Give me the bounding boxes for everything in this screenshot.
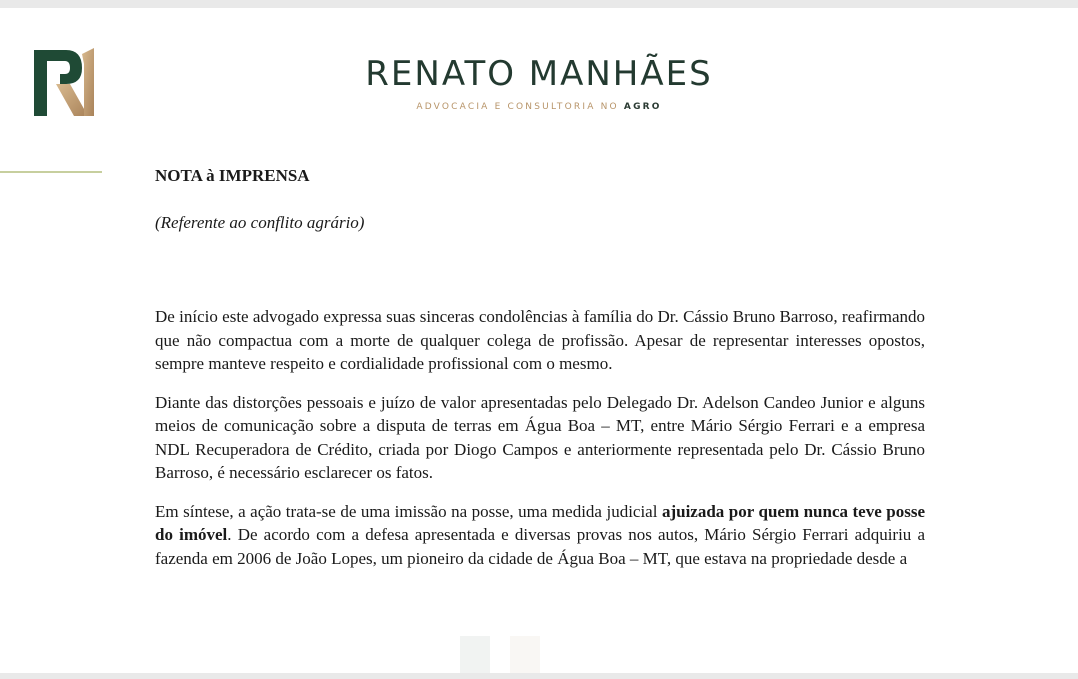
document-subtitle: (Referente ao conflito agrário) (155, 213, 365, 233)
paragraph-3-end: . De acordo com a defesa apresentada e diversas provas nos autos, Mário Sérgio Ferrari adquiriu a fazenda em 2006 de João Lopes, um pioneiro da cidade de Água Boa – MT, que estava na propriedade desde a (155, 525, 926, 568)
paragraph-3 (155, 500, 925, 571)
document-body (155, 165, 925, 570)
margin-rule (0, 171, 102, 173)
brand-tagline (300, 102, 778, 112)
document-page (0, 8, 1078, 673)
tagline-prefix: ADVOCACIA E CONSULTORIA NO (416, 102, 619, 112)
paragraph-1: De início este advogado expressa suas sinceras condolências à família do Dr. Cássio Bruno Barroso, reafirmando que não compactua com a morte de qualquer colega de profissão. Apesar de representar interesses opostos, sempre manteve respeito e cordialidade profissional com o mesmo. (155, 307, 925, 374)
watermark-logo (420, 636, 580, 673)
renato-manhaes-logo (30, 44, 104, 120)
brand-name: RENATO MANHÃES (365, 54, 713, 94)
paragraph-3-start: Em síntese, a ação trata-se de uma imissão na posse, uma medida judicial (155, 501, 662, 521)
paragraph-2: Diante das distorções pessoais e juízo de valor apresentadas pelo Delegado Dr. Adelson Candeo Junior e alguns meios de comunicação sobre a disputa de terras em Água Boa – MT, entre Mário Sérgio Ferrari e a empresa NDL Recuperadora de Crédito, criada por Diogo Campos e anteriormente representada pelo Dr. Cássio Bruno Barroso, é necessário esclarecer os fatos. (155, 392, 925, 483)
tagline-strong: AGRO (623, 102, 662, 112)
document-title: NOTA à IMPRENSA (155, 166, 310, 185)
paragraph-3-emphasis: ajuizada por quem nunca teve posse do imóvel (155, 501, 925, 545)
